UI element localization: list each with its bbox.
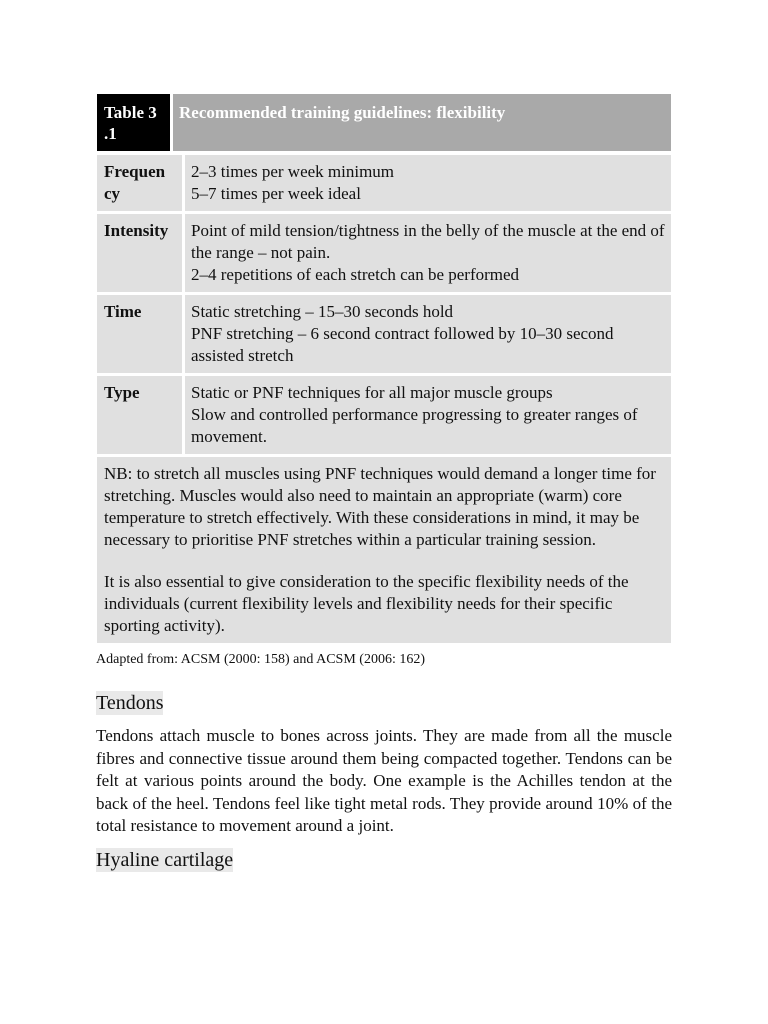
note-paragraph: NB: to stretch all muscles using PNF techniques would demand a longer time for stretching. Muscles would also need to maintain an appropriate (warm) core temperature to stretch effectively. With these considerations in mind, it may be necessary to prioritise PNF stretches within a particular training session.	[104, 464, 656, 549]
table-number	[97, 94, 170, 151]
guidelines-table	[97, 94, 671, 643]
table-number-line2: .1	[104, 124, 117, 143]
table-header	[97, 94, 671, 151]
table-number-line1: Table 3	[104, 103, 157, 122]
table-row-intensity	[97, 214, 671, 292]
row-label: Intensity	[97, 214, 182, 292]
row-value: Static or PNF techniques for all major muscle groups Slow and controlled performance progressing to greater ranges of movement.	[185, 376, 671, 454]
row-label: Frequen cy	[97, 155, 182, 211]
row-label: Time	[97, 295, 182, 373]
section-text-tendons: Tendons attach muscle to bones across joints. They are made from all the muscle fibres and connective tissue around them being compacted together. Tendons can be felt at various points around the body. One example is the Achilles tendon at the back of the heel. Tendons feel like tight metal rods. They provide around 10% of the total resistance to movement around a joint.	[96, 726, 672, 835]
table-row-type	[97, 376, 671, 454]
table-row-time	[97, 295, 671, 373]
table-source: Adapted from: ACSM (2000: 158) and ACSM (2006: 162)	[96, 652, 425, 667]
section-heading-hyaline-cartilage: Hyaline cartilage	[96, 848, 234, 871]
page	[96, 94, 672, 872]
row-value: 2–3 times per week minimum 5–7 times per week ideal	[185, 155, 671, 211]
table-note	[97, 457, 671, 643]
row-value: Static stretching – 15–30 seconds hold PNF stretching – 6 second contract followed by 10–30 second assisted stretch	[185, 295, 671, 373]
note-paragraph: It is also essential to give consideration to the specific flexibility needs of the individuals (current flexibility levels and flexibility needs for their specific sporting activity).	[104, 572, 629, 635]
table-row-frequency	[97, 155, 671, 211]
table-title: Recommended training guidelines: flexibility	[173, 94, 671, 151]
section-heading-tendons: Tendons	[96, 692, 164, 714]
row-value: Point of mild tension/tightness in the belly of the muscle at the end of the range – not pain. 2–4 repetitions of each stretch can be performed	[185, 214, 671, 292]
row-label: Type	[97, 376, 182, 454]
